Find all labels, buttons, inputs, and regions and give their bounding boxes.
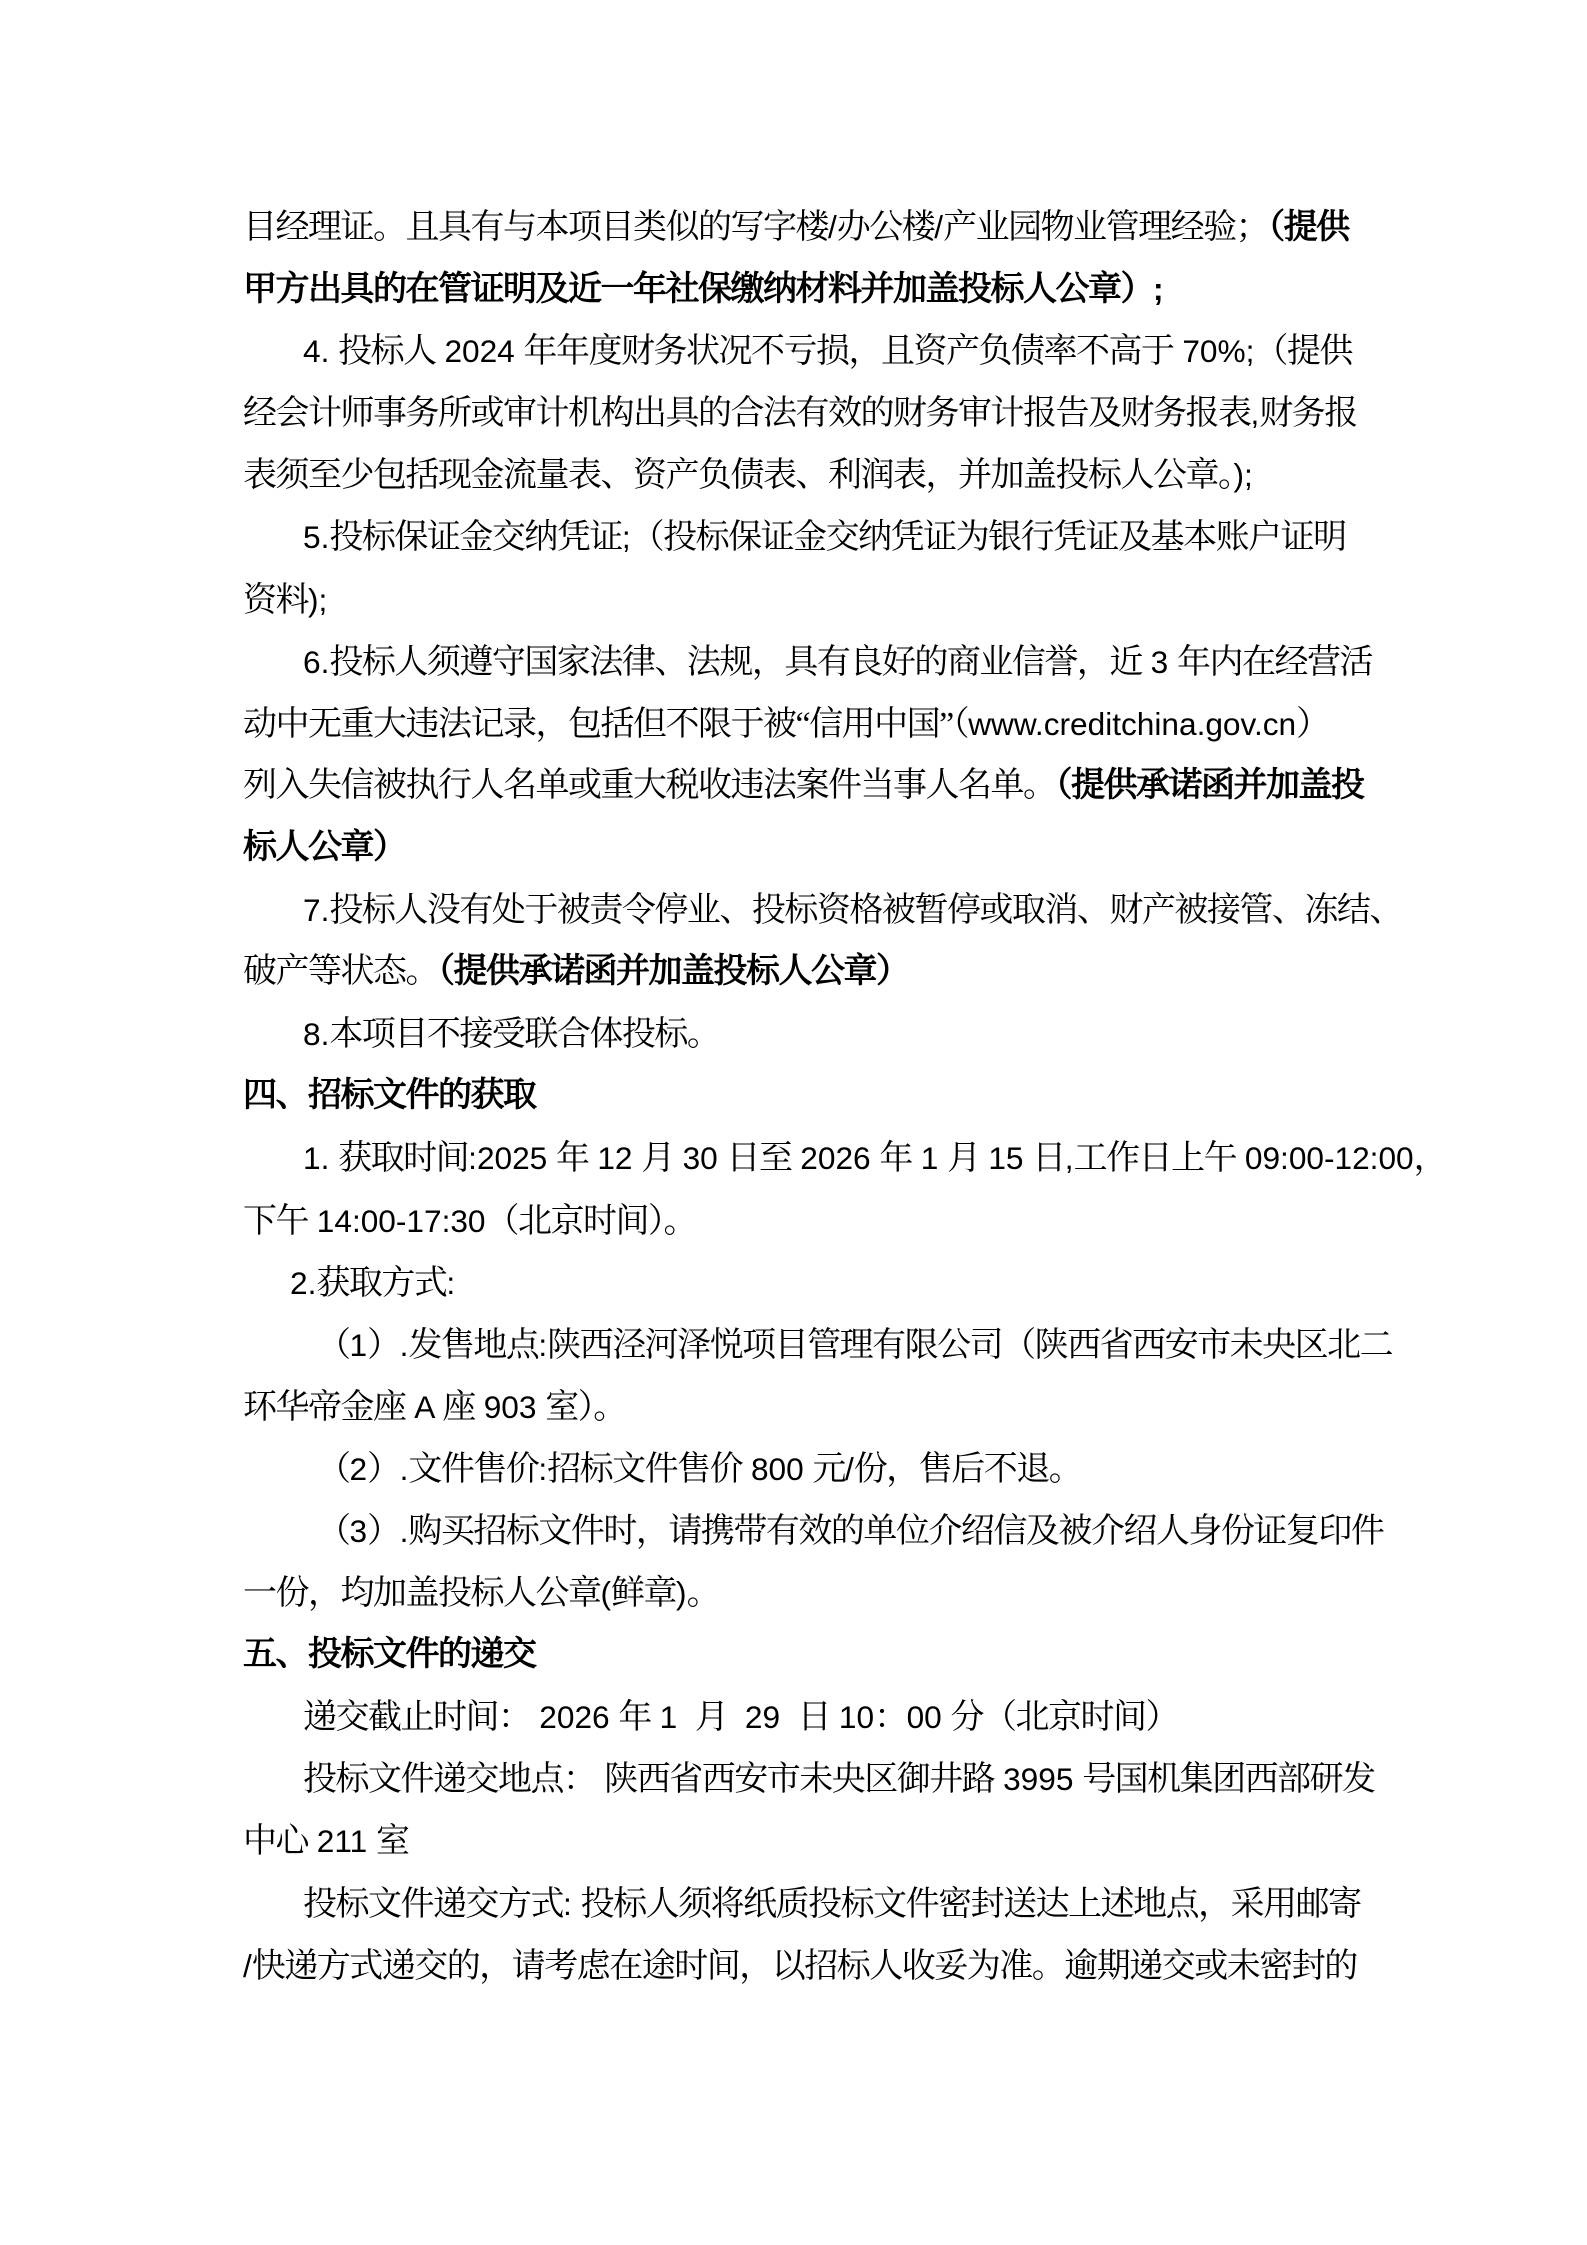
latin-text-run: 70%;: [1173, 333, 1255, 370]
latin-text-run: .: [399, 1326, 409, 1363]
latin-text-run: );: [308, 581, 328, 618]
latin-text-run: 30: [673, 1140, 727, 1177]
latin-text-run: www.creditchina.gov.cn: [968, 705, 1297, 742]
latin-text-run: 1: [911, 1140, 948, 1177]
section-heading: [243, 1624, 1353, 1686]
section-heading: [243, 1065, 1353, 1127]
latin-text-run: );: [1233, 457, 1253, 494]
text-run: 4. 投标人 2024 年年度财务状况不亏损，且资产负债率不高于 70%;（提供: [303, 333, 1352, 371]
latin-text-run: [596, 1761, 605, 1797]
text-run: 8.本项目不接受联合体投标。: [303, 1016, 720, 1054]
text-run: 投标文件递交方式: 投标人须将纸质投标文件密封送达上述地点，采用邮寄: [303, 1885, 1361, 1923]
text-run: （2）.文件售价:招标文件售价 800 元/份，售后不退。: [317, 1450, 1082, 1488]
latin-text-run: 2: [349, 1450, 368, 1487]
document-line: [243, 382, 1357, 444]
latin-text-run: 1: [349, 1326, 368, 1363]
latin-text-run: A: [405, 1388, 443, 1425]
document-line: [243, 817, 1353, 879]
document-line: [243, 569, 1353, 631]
latin-text-run: /: [828, 209, 837, 245]
latin-text-run: 3: [1141, 643, 1178, 680]
latin-text-run: 8.: [303, 1016, 330, 1053]
latin-text-run: 09:00-12:00: [1236, 1140, 1414, 1177]
latin-text-run: 15: [979, 1140, 1033, 1177]
document-line: [243, 1748, 1375, 1810]
bold-text-run: （提供承诺函并加盖投: [1055, 766, 1364, 804]
bold-text-run: 标人公章）: [243, 828, 406, 866]
text-run: 环华帝金座 A 座 903 室）。: [243, 1388, 626, 1426]
document-line: [243, 1686, 1353, 1748]
latin-text-run: :: [538, 1450, 548, 1487]
text-run: 列入失信被执行人名单或重大税收违法案件当事人名单。: [243, 766, 1056, 804]
bold-text-run: （提供承诺函并加盖投标人公章）: [438, 953, 909, 991]
latin-text-run: ;: [621, 519, 631, 556]
latin-text-run: 3: [349, 1512, 368, 1549]
document-line: [243, 1252, 1353, 1314]
latin-text-run: .: [399, 1450, 409, 1487]
latin-text-run: 2026: [530, 1699, 619, 1736]
document-line: [243, 258, 1353, 320]
document-line: [243, 444, 1353, 506]
latin-text-run: /: [845, 1450, 854, 1487]
latin-text-run: 1: [650, 1699, 695, 1736]
document-line: [243, 1438, 1353, 1500]
text-run: 5.投标保证金交纳凭证;（投标保证金交纳凭证为银行凭证及基本账户证明: [303, 519, 1346, 557]
text-run: 6.投标人须遵守国家法律、法规，具有良好的商业信誉，近 3 年内在经营活: [303, 643, 1373, 681]
latin-text-run: 12: [588, 1140, 642, 1177]
latin-text-run: ,: [1064, 1140, 1074, 1177]
document-line: [243, 1190, 1353, 1252]
latin-text-run: 4.: [303, 333, 339, 370]
text-run: 破产等状态。: [243, 953, 438, 991]
text-run: 中心 211 室: [243, 1823, 409, 1861]
text-run: （3）.购买招标文件时，请携带有效的单位介绍信及被介绍人身份证复印件: [317, 1512, 1384, 1550]
document-line: [243, 1314, 1393, 1376]
document-line: [243, 1500, 1384, 1562]
text-run: 2.获取方式:: [290, 1264, 456, 1302]
latin-text-run: 800: [742, 1450, 813, 1487]
text-run: 7.投标人没有处于被责令停业、投标资格被暂停或取消、财产被接管、冻结、: [303, 892, 1402, 930]
text-run: 投标文件递交地点： 陕西省西安市未央区御井路 3995 号国机集团西部研发: [303, 1761, 1375, 1799]
bold-text-run: （提供: [1268, 209, 1349, 246]
document-line: [243, 1127, 1447, 1189]
latin-text-run: 00: [906, 1699, 951, 1736]
latin-text-run: 903: [474, 1388, 546, 1425]
latin-text-run: /: [934, 209, 944, 245]
document-line: [243, 1003, 1353, 1065]
document-line: [243, 1376, 1353, 1438]
document-line: [243, 631, 1373, 693]
text-run: 动中无重大违法记录，包括但不限于被“信用中国”（www.creditchina.gov.cn）: [243, 705, 1329, 743]
text-run: 目经理证。且具有与本项目类似的写字楼/办公楼/产业园物业管理经验；: [243, 209, 1269, 246]
text-run: /快递方式递交的，请考虑在途时间，以招标人收妥为准。逾期递交或未密封的: [243, 1947, 1357, 1985]
text-run: 递交截止时间： 2026 年 1 月 29 日 10：00 分（北京时间）: [303, 1699, 1179, 1737]
latin-text-run: ;: [1153, 271, 1164, 308]
document-line: [243, 879, 1402, 941]
latin-text-run: :: [446, 1264, 456, 1301]
latin-text-run: (: [600, 1575, 612, 1612]
latin-text-run: 14:00-17:30: [308, 1202, 486, 1239]
latin-text-run: 2024: [435, 333, 524, 370]
document-line: [243, 196, 1353, 258]
latin-text-run: /: [243, 1947, 252, 1984]
text-run: 表须至少包括现金流量表、资产负债表、利润表，并加盖投标人公章。);: [243, 457, 1253, 495]
document-line: [243, 1810, 1353, 1872]
bold-text-run: 甲方出具的在管证明及近一年社保缴纳材料并加盖投标人公章）;: [243, 271, 1164, 309]
latin-text-run: 1.: [303, 1140, 339, 1177]
document-body: [243, 196, 1447, 1997]
latin-text-run: :2025: [468, 1140, 557, 1177]
document-line: [243, 693, 1353, 755]
latin-text-run: 10: [830, 1699, 875, 1736]
document-line: [243, 506, 1353, 568]
latin-text-run: 5.: [303, 519, 330, 556]
latin-text-run: .: [399, 1512, 409, 1549]
latin-text-run: :: [538, 1326, 548, 1363]
document-line: [243, 1873, 1361, 1935]
latin-text-run: :: [563, 1885, 581, 1922]
bold-text-run: 四、招标文件的获取: [243, 1077, 536, 1115]
latin-text-run: 29: [727, 1699, 798, 1736]
document-line: [243, 1562, 1353, 1624]
text-run: 1. 获取时间:2025 年 12 月 30 日至 2026 年 1 月 15 日,工作日上午 09:00-12:00，: [303, 1140, 1447, 1178]
latin-text-run: 7.: [303, 892, 330, 929]
latin-text-run: 2026: [791, 1140, 880, 1177]
latin-text-run: 3995: [994, 1761, 1083, 1798]
document-line: [243, 320, 1353, 382]
latin-text-run: ,: [1250, 395, 1260, 432]
bold-text-run: 五、投标文件的递交: [243, 1636, 536, 1674]
text-run: 经会计师事务所或审计机构出具的合法有效的财务审计报告及财务报表,财务报: [243, 395, 1357, 433]
document-line: [243, 755, 1364, 817]
text-run: （1）.发售地点:陕西泾河泽悦项目管理有限公司（陕西省西安市未央区北二: [317, 1326, 1393, 1364]
document-line: [243, 1935, 1357, 1997]
text-run: 下午 14:00-17:30（北京时间）。: [243, 1202, 697, 1240]
latin-text-run: 2.: [290, 1264, 317, 1301]
latin-text-run: 6.: [303, 643, 330, 680]
latin-text-run: 211: [308, 1823, 376, 1860]
document-line: [243, 941, 1353, 1003]
latin-text-run: ): [676, 1575, 687, 1612]
text-run: 一份，均加盖投标人公章(鲜章)。: [243, 1575, 720, 1613]
text-run: 资料);: [243, 581, 328, 619]
